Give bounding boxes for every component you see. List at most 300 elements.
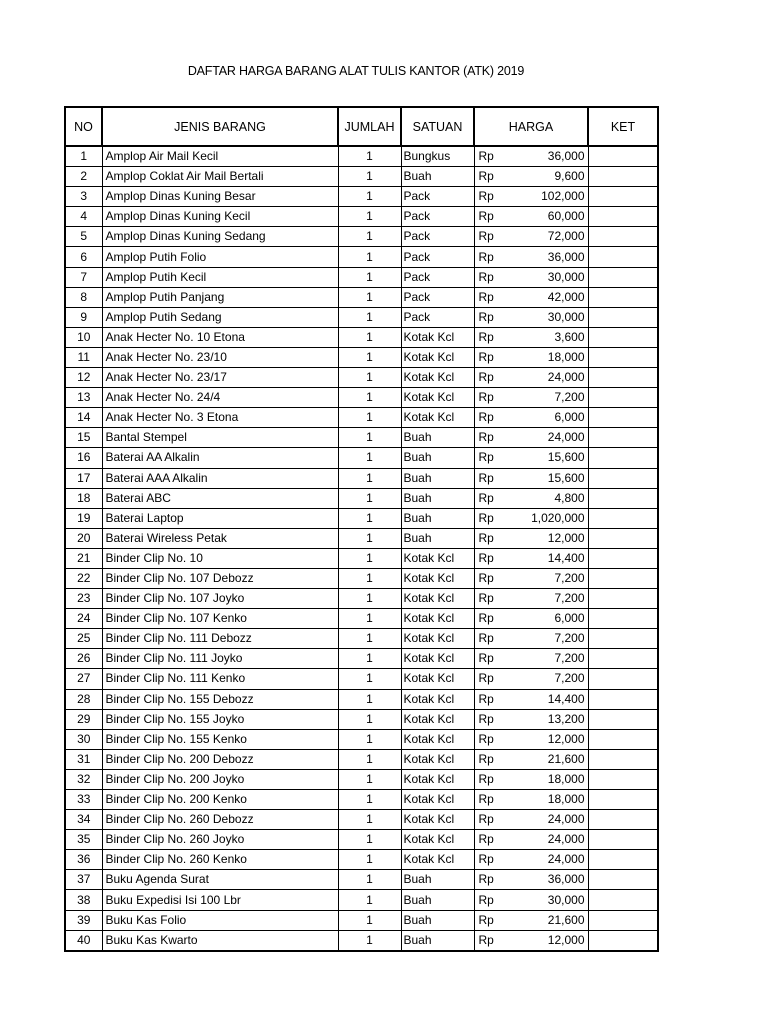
cell-no: 29 <box>65 709 102 729</box>
table-row <box>65 769 658 789</box>
table-row <box>65 508 658 528</box>
cell-jumlah: 1 <box>338 508 401 528</box>
cell-jumlah: 1 <box>338 850 401 870</box>
cell-harga: 6,000 <box>516 609 588 629</box>
cell-jumlah: 1 <box>338 327 401 347</box>
cell-no: 37 <box>65 870 102 890</box>
cell-jumlah: 1 <box>338 488 401 508</box>
cell-jenis-barang: Binder Clip No. 107 Kenko <box>102 609 338 629</box>
cell-jenis-barang: Baterai ABC <box>102 488 338 508</box>
cell-currency: Rp <box>474 388 516 408</box>
cell-harga: 36,000 <box>516 146 588 167</box>
cell-no: 11 <box>65 347 102 367</box>
cell-jenis-barang: Binder Clip No. 260 Joyko <box>102 830 338 850</box>
cell-satuan: Kotak Kcl <box>401 568 474 588</box>
header-harga: HARGA <box>474 107 588 146</box>
cell-no: 3 <box>65 187 102 207</box>
cell-jenis-barang: Amplop Coklat Air Mail Bertali <box>102 167 338 187</box>
cell-jumlah: 1 <box>338 790 401 810</box>
cell-ket <box>588 368 658 388</box>
cell-harga: 3,600 <box>516 327 588 347</box>
cell-ket <box>588 729 658 749</box>
cell-currency: Rp <box>474 187 516 207</box>
cell-jenis-barang: Binder Clip No. 107 Debozz <box>102 568 338 588</box>
cell-ket <box>588 810 658 830</box>
cell-no: 40 <box>65 930 102 951</box>
cell-ket <box>588 247 658 267</box>
cell-jenis-barang: Buku Expedisi Isi 100 Lbr <box>102 890 338 910</box>
cell-currency: Rp <box>474 287 516 307</box>
cell-currency: Rp <box>474 548 516 568</box>
cell-harga: 21,600 <box>516 749 588 769</box>
cell-jenis-barang: Amplop Dinas Kuning Sedang <box>102 227 338 247</box>
cell-satuan: Kotak Kcl <box>401 408 474 428</box>
cell-currency: Rp <box>474 709 516 729</box>
cell-satuan: Kotak Kcl <box>401 830 474 850</box>
cell-jumlah: 1 <box>338 729 401 749</box>
cell-no: 18 <box>65 488 102 508</box>
cell-jenis-barang: Amplop Air Mail Kecil <box>102 146 338 167</box>
cell-satuan: Buah <box>401 508 474 528</box>
cell-jumlah: 1 <box>338 227 401 247</box>
cell-jumlah: 1 <box>338 769 401 789</box>
cell-harga: 24,000 <box>516 810 588 830</box>
table-row <box>65 709 658 729</box>
table-row <box>65 609 658 629</box>
cell-satuan: Kotak Kcl <box>401 749 474 769</box>
cell-no: 36 <box>65 850 102 870</box>
cell-no: 35 <box>65 830 102 850</box>
cell-currency: Rp <box>474 870 516 890</box>
cell-jumlah: 1 <box>338 207 401 227</box>
cell-jenis-barang: Amplop Putih Kecil <box>102 267 338 287</box>
cell-harga: 7,200 <box>516 669 588 689</box>
cell-satuan: Buah <box>401 528 474 548</box>
cell-currency: Rp <box>474 749 516 769</box>
cell-jumlah: 1 <box>338 368 401 388</box>
table-row <box>65 528 658 548</box>
cell-ket <box>588 207 658 227</box>
cell-currency: Rp <box>474 830 516 850</box>
cell-harga: 7,200 <box>516 589 588 609</box>
cell-jenis-barang: Binder Clip No. 155 Joyko <box>102 709 338 729</box>
cell-harga: 9,600 <box>516 167 588 187</box>
cell-ket <box>588 609 658 629</box>
table-row <box>65 146 658 167</box>
cell-ket <box>588 689 658 709</box>
table-row <box>65 448 658 468</box>
cell-jenis-barang: Binder Clip No. 111 Debozz <box>102 629 338 649</box>
cell-harga: 7,200 <box>516 568 588 588</box>
cell-currency: Rp <box>474 227 516 247</box>
cell-ket <box>588 347 658 367</box>
header-ket: KET <box>588 107 658 146</box>
table-row <box>65 810 658 830</box>
cell-ket <box>588 669 658 689</box>
cell-harga: 1,020,000 <box>516 508 588 528</box>
table-row <box>65 749 658 769</box>
cell-jumlah: 1 <box>338 468 401 488</box>
cell-harga: 30,000 <box>516 307 588 327</box>
cell-jenis-barang: Binder Clip No. 155 Kenko <box>102 729 338 749</box>
cell-jenis-barang: Amplop Dinas Kuning Kecil <box>102 207 338 227</box>
table-row <box>65 488 658 508</box>
cell-jumlah: 1 <box>338 870 401 890</box>
cell-harga: 24,000 <box>516 368 588 388</box>
cell-ket <box>588 749 658 769</box>
cell-harga: 4,800 <box>516 488 588 508</box>
cell-satuan: Kotak Kcl <box>401 669 474 689</box>
cell-harga: 13,200 <box>516 709 588 729</box>
cell-satuan: Buah <box>401 428 474 448</box>
cell-ket <box>588 287 658 307</box>
cell-satuan: Kotak Kcl <box>401 649 474 669</box>
cell-currency: Rp <box>474 850 516 870</box>
cell-satuan: Pack <box>401 267 474 287</box>
cell-satuan: Buah <box>401 167 474 187</box>
cell-harga: 24,000 <box>516 830 588 850</box>
cell-ket <box>588 388 658 408</box>
cell-ket <box>588 910 658 930</box>
cell-harga: 15,600 <box>516 448 588 468</box>
cell-ket <box>588 167 658 187</box>
cell-ket <box>588 488 658 508</box>
cell-no: 4 <box>65 207 102 227</box>
cell-harga: 24,000 <box>516 428 588 448</box>
cell-ket <box>588 890 658 910</box>
cell-currency: Rp <box>474 508 516 528</box>
cell-harga: 12,000 <box>516 528 588 548</box>
cell-currency: Rp <box>474 568 516 588</box>
cell-satuan: Kotak Kcl <box>401 327 474 347</box>
cell-satuan: Kotak Kcl <box>401 589 474 609</box>
cell-no: 6 <box>65 247 102 267</box>
cell-jenis-barang: Amplop Dinas Kuning Besar <box>102 187 338 207</box>
header-jumlah: JUMLAH <box>338 107 401 146</box>
table-row <box>65 167 658 187</box>
cell-jumlah: 1 <box>338 428 401 448</box>
cell-jenis-barang: Bantal Stempel <box>102 428 338 448</box>
cell-harga: 7,200 <box>516 649 588 669</box>
cell-harga: 102,000 <box>516 187 588 207</box>
table-row <box>65 589 658 609</box>
cell-ket <box>588 448 658 468</box>
cell-satuan: Kotak Kcl <box>401 790 474 810</box>
cell-jumlah: 1 <box>338 930 401 951</box>
cell-no: 24 <box>65 609 102 629</box>
cell-no: 27 <box>65 669 102 689</box>
document-title: DAFTAR HARGA BARANG ALAT TULIS KANTOR (ATK) 2019 <box>187 64 525 78</box>
cell-ket <box>588 508 658 528</box>
cell-jenis-barang: Binder Clip No. 260 Kenko <box>102 850 338 870</box>
cell-jenis-barang: Anak Hecter No. 10 Etona <box>102 327 338 347</box>
cell-harga: 24,000 <box>516 850 588 870</box>
cell-satuan: Kotak Kcl <box>401 769 474 789</box>
cell-currency: Rp <box>474 609 516 629</box>
cell-jumlah: 1 <box>338 287 401 307</box>
cell-harga: 42,000 <box>516 287 588 307</box>
cell-no: 7 <box>65 267 102 287</box>
cell-satuan: Buah <box>401 890 474 910</box>
cell-satuan: Buah <box>401 468 474 488</box>
cell-jumlah: 1 <box>338 388 401 408</box>
cell-jumlah: 1 <box>338 347 401 367</box>
cell-currency: Rp <box>474 528 516 548</box>
cell-no: 26 <box>65 649 102 669</box>
cell-currency: Rp <box>474 669 516 689</box>
table-row <box>65 689 658 709</box>
cell-no: 10 <box>65 327 102 347</box>
cell-currency: Rp <box>474 649 516 669</box>
cell-ket <box>588 850 658 870</box>
price-table <box>64 106 659 952</box>
cell-ket <box>588 528 658 548</box>
cell-harga: 7,200 <box>516 388 588 408</box>
cell-harga: 36,000 <box>516 247 588 267</box>
cell-ket <box>588 408 658 428</box>
cell-harga: 21,600 <box>516 910 588 930</box>
cell-ket <box>588 227 658 247</box>
cell-satuan: Kotak Kcl <box>401 548 474 568</box>
cell-satuan: Buah <box>401 910 474 930</box>
cell-jumlah: 1 <box>338 910 401 930</box>
cell-no: 39 <box>65 910 102 930</box>
cell-jumlah: 1 <box>338 548 401 568</box>
cell-satuan: Kotak Kcl <box>401 810 474 830</box>
cell-satuan: Kotak Kcl <box>401 709 474 729</box>
cell-jenis-barang: Anak Hecter No. 24/4 <box>102 388 338 408</box>
cell-harga: 60,000 <box>516 207 588 227</box>
cell-no: 21 <box>65 548 102 568</box>
table-row <box>65 910 658 930</box>
cell-jumlah: 1 <box>338 589 401 609</box>
cell-jenis-barang: Baterai AAA Alkalin <box>102 468 338 488</box>
cell-satuan: Bungkus <box>401 146 474 167</box>
cell-jumlah: 1 <box>338 830 401 850</box>
cell-ket <box>588 468 658 488</box>
cell-harga: 72,000 <box>516 227 588 247</box>
cell-no: 32 <box>65 769 102 789</box>
cell-jumlah: 1 <box>338 709 401 729</box>
cell-ket <box>588 568 658 588</box>
cell-no: 19 <box>65 508 102 528</box>
cell-ket <box>588 930 658 951</box>
table-row <box>65 327 658 347</box>
table-body <box>65 146 658 951</box>
cell-currency: Rp <box>474 790 516 810</box>
cell-no: 2 <box>65 167 102 187</box>
cell-ket <box>588 790 658 810</box>
cell-currency: Rp <box>474 810 516 830</box>
cell-jenis-barang: Binder Clip No. 260 Debozz <box>102 810 338 830</box>
table-row <box>65 649 658 669</box>
cell-harga: 30,000 <box>516 890 588 910</box>
table-row <box>65 850 658 870</box>
cell-ket <box>588 709 658 729</box>
cell-satuan: Buah <box>401 488 474 508</box>
cell-satuan: Kotak Kcl <box>401 368 474 388</box>
header-no: NO <box>65 107 102 146</box>
cell-jumlah: 1 <box>338 187 401 207</box>
table-row <box>65 870 658 890</box>
table-row <box>65 287 658 307</box>
cell-ket <box>588 589 658 609</box>
cell-jenis-barang: Anak Hecter No. 3 Etona <box>102 408 338 428</box>
cell-ket <box>588 327 658 347</box>
cell-jumlah: 1 <box>338 247 401 267</box>
cell-harga: 30,000 <box>516 267 588 287</box>
cell-jenis-barang: Binder Clip No. 111 Joyko <box>102 649 338 669</box>
cell-jumlah: 1 <box>338 890 401 910</box>
cell-jumlah: 1 <box>338 408 401 428</box>
cell-harga: 18,000 <box>516 769 588 789</box>
table-row <box>65 307 658 327</box>
cell-jumlah: 1 <box>338 146 401 167</box>
cell-currency: Rp <box>474 428 516 448</box>
cell-jenis-barang: Binder Clip No. 107 Joyko <box>102 589 338 609</box>
cell-jenis-barang: Binder Clip No. 10 <box>102 548 338 568</box>
cell-currency: Rp <box>474 207 516 227</box>
table-row <box>65 468 658 488</box>
cell-satuan: Buah <box>401 448 474 468</box>
cell-currency: Rp <box>474 589 516 609</box>
cell-satuan: Kotak Kcl <box>401 609 474 629</box>
cell-no: 13 <box>65 388 102 408</box>
table-header <box>65 107 658 146</box>
cell-currency: Rp <box>474 468 516 488</box>
cell-currency: Rp <box>474 167 516 187</box>
cell-jenis-barang: Amplop Putih Panjang <box>102 287 338 307</box>
table-row <box>65 247 658 267</box>
table-row <box>65 388 658 408</box>
cell-currency: Rp <box>474 368 516 388</box>
cell-jenis-barang: Amplop Putih Folio <box>102 247 338 267</box>
cell-satuan: Pack <box>401 187 474 207</box>
table-row <box>65 790 658 810</box>
cell-no: 31 <box>65 749 102 769</box>
cell-no: 12 <box>65 368 102 388</box>
table-row <box>65 408 658 428</box>
cell-harga: 36,000 <box>516 870 588 890</box>
cell-no: 34 <box>65 810 102 830</box>
cell-no: 9 <box>65 307 102 327</box>
cell-ket <box>588 649 658 669</box>
cell-jumlah: 1 <box>338 749 401 769</box>
cell-no: 8 <box>65 287 102 307</box>
cell-harga: 15,600 <box>516 468 588 488</box>
cell-satuan: Kotak Kcl <box>401 729 474 749</box>
cell-ket <box>588 830 658 850</box>
cell-jumlah: 1 <box>338 448 401 468</box>
cell-currency: Rp <box>474 267 516 287</box>
cell-harga: 12,000 <box>516 729 588 749</box>
cell-harga: 7,200 <box>516 629 588 649</box>
cell-jenis-barang: Baterai AA Alkalin <box>102 448 338 468</box>
cell-currency: Rp <box>474 729 516 749</box>
cell-harga: 14,400 <box>516 689 588 709</box>
cell-jenis-barang: Binder Clip No. 200 Debozz <box>102 749 338 769</box>
cell-jenis-barang: Anak Hecter No. 23/10 <box>102 347 338 367</box>
table-row <box>65 347 658 367</box>
cell-jumlah: 1 <box>338 568 401 588</box>
cell-jumlah: 1 <box>338 609 401 629</box>
table-row <box>65 227 658 247</box>
cell-satuan: Pack <box>401 207 474 227</box>
table-row <box>65 187 658 207</box>
cell-no: 14 <box>65 408 102 428</box>
cell-satuan: Kotak Kcl <box>401 689 474 709</box>
cell-currency: Rp <box>474 247 516 267</box>
table-row <box>65 368 658 388</box>
table-row <box>65 629 658 649</box>
cell-jenis-barang: Anak Hecter No. 23/17 <box>102 368 338 388</box>
table-row <box>65 830 658 850</box>
table-row <box>65 890 658 910</box>
cell-jenis-barang: Binder Clip No. 111 Kenko <box>102 669 338 689</box>
cell-jumlah: 1 <box>338 167 401 187</box>
cell-satuan: Pack <box>401 307 474 327</box>
cell-currency: Rp <box>474 347 516 367</box>
cell-currency: Rp <box>474 689 516 709</box>
cell-harga: 6,000 <box>516 408 588 428</box>
cell-jenis-barang: Binder Clip No. 200 Joyko <box>102 769 338 789</box>
table-row <box>65 729 658 749</box>
cell-jumlah: 1 <box>338 307 401 327</box>
cell-currency: Rp <box>474 146 516 167</box>
cell-satuan: Kotak Kcl <box>401 388 474 408</box>
cell-currency: Rp <box>474 408 516 428</box>
cell-no: 1 <box>65 146 102 167</box>
cell-jenis-barang: Amplop Putih Sedang <box>102 307 338 327</box>
cell-harga: 18,000 <box>516 347 588 367</box>
cell-jumlah: 1 <box>338 528 401 548</box>
cell-no: 16 <box>65 448 102 468</box>
cell-no: 23 <box>65 589 102 609</box>
cell-jenis-barang: Binder Clip No. 155 Debozz <box>102 689 338 709</box>
cell-jenis-barang: Buku Agenda Surat <box>102 870 338 890</box>
cell-no: 15 <box>65 428 102 448</box>
cell-ket <box>588 187 658 207</box>
cell-no: 30 <box>65 729 102 749</box>
cell-currency: Rp <box>474 890 516 910</box>
cell-no: 5 <box>65 227 102 247</box>
cell-currency: Rp <box>474 307 516 327</box>
cell-jumlah: 1 <box>338 267 401 287</box>
cell-ket <box>588 629 658 649</box>
cell-satuan: Kotak Kcl <box>401 629 474 649</box>
cell-jumlah: 1 <box>338 669 401 689</box>
header-jenis-barang: JENIS BARANG <box>102 107 338 146</box>
cell-jumlah: 1 <box>338 649 401 669</box>
cell-ket <box>588 548 658 568</box>
cell-jenis-barang: Baterai Laptop <box>102 508 338 528</box>
cell-ket <box>588 769 658 789</box>
cell-ket <box>588 146 658 167</box>
cell-jumlah: 1 <box>338 689 401 709</box>
cell-jenis-barang: Buku Kas Kwarto <box>102 930 338 951</box>
table-row <box>65 548 658 568</box>
cell-no: 20 <box>65 528 102 548</box>
cell-satuan: Pack <box>401 227 474 247</box>
cell-currency: Rp <box>474 448 516 468</box>
cell-currency: Rp <box>474 910 516 930</box>
cell-currency: Rp <box>474 327 516 347</box>
cell-jumlah: 1 <box>338 629 401 649</box>
cell-satuan: Pack <box>401 287 474 307</box>
table-row <box>65 568 658 588</box>
cell-no: 38 <box>65 890 102 910</box>
cell-currency: Rp <box>474 769 516 789</box>
